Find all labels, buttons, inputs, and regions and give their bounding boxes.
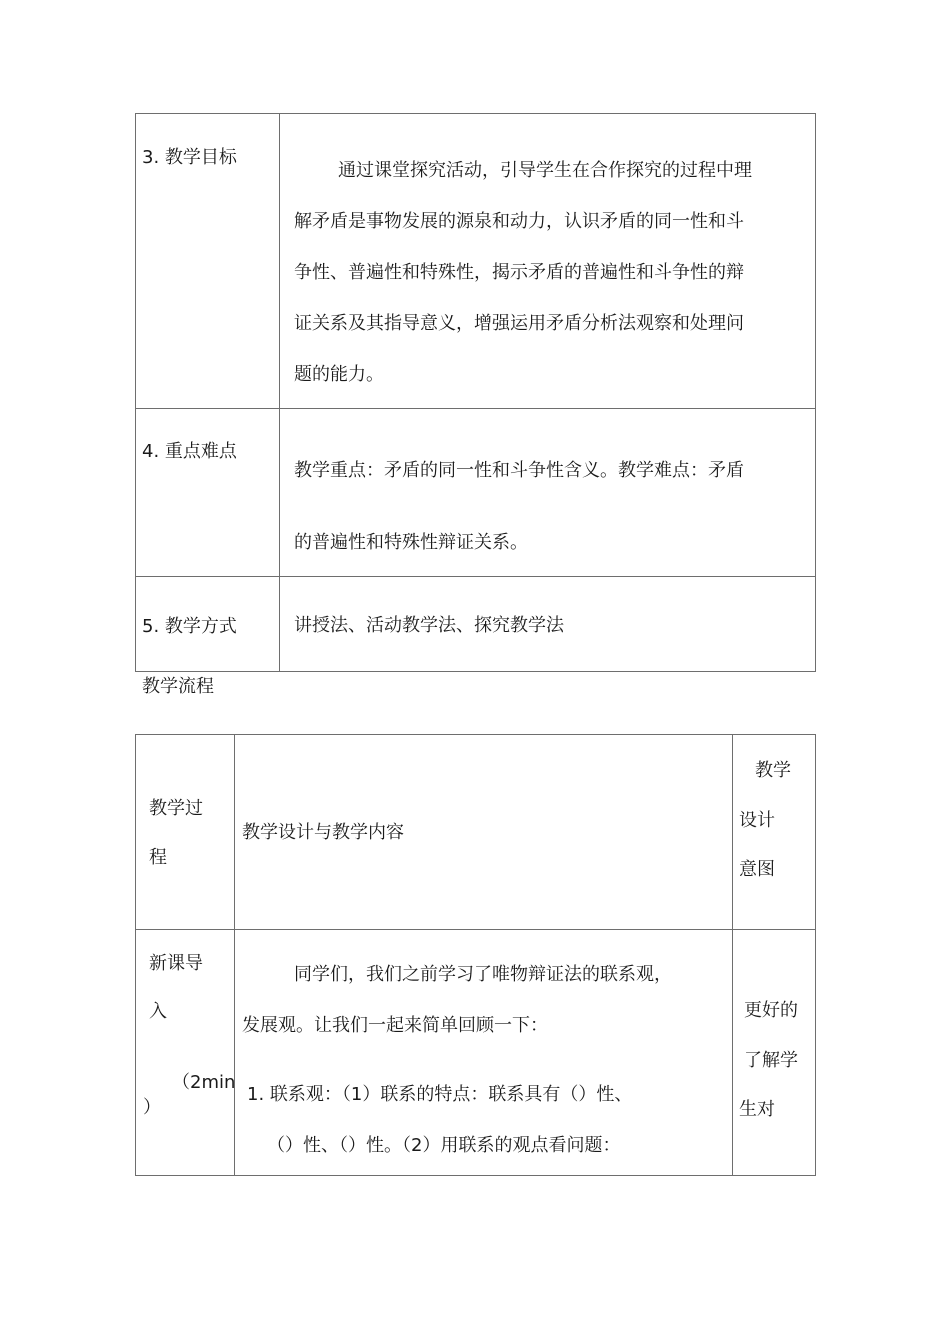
content-line: 的普遍性和特殊性辩证关系。 — [294, 532, 528, 553]
content-line: 发展观。让我们一起来简单回顾一下： — [242, 1015, 548, 1036]
header-process: 程 — [149, 847, 167, 868]
content-line: 证关系及其指导意义，增强运用矛盾分析法观察和处理问 — [294, 313, 744, 334]
content-line: 争性、普遍性和特殊性，揭示矛盾的普遍性和斗争性的辩 — [294, 262, 744, 283]
intent-line: 了解学 — [744, 1050, 798, 1071]
objectives-table-row-divider — [135, 408, 816, 409]
stage-duration: （2min — [172, 1072, 236, 1093]
row-label-teaching-goals: 3. 教学目标 — [142, 147, 237, 168]
content-line: 题的能力。 — [294, 364, 384, 385]
process-table-row-divider — [135, 929, 816, 930]
header-design-intent: 设计 — [739, 810, 775, 831]
process-table-column-divider — [732, 734, 733, 1176]
header-design-intent: 教学 — [755, 760, 791, 781]
stage-duration: ） — [143, 1097, 161, 1118]
header-design-content: 教学设计与教学内容 — [242, 822, 404, 843]
objectives-table-row-divider — [135, 576, 816, 577]
process-table — [135, 734, 816, 1176]
content-line: 讲授法、活动教学法、探究教学法 — [294, 615, 564, 636]
stage-new-lesson-intro: 新课导 — [149, 953, 203, 974]
intent-line: 更好的 — [744, 1000, 798, 1021]
teaching-goals-content — [294, 145, 809, 400]
content-line: 同学们，我们之前学习了唯物辩证法的联系观， — [294, 964, 672, 985]
objectives-table-column-divider — [279, 113, 280, 672]
content-line: 解矛盾是事物发展的源泉和动力，认识矛盾的同一性和斗 — [294, 211, 744, 232]
header-process: 教学过 — [149, 798, 203, 819]
row-label-teaching-methods: 5. 教学方式 — [142, 616, 237, 637]
content-line: 1. 联系观：（1）联系的特点：联系具有（）性、 — [247, 1084, 633, 1105]
content-line: 教学重点：矛盾的同一性和斗争性含义。教学难点：矛盾 — [294, 460, 744, 481]
stage-new-lesson-intro: 入 — [149, 1001, 167, 1022]
header-design-intent: 意图 — [739, 859, 775, 880]
content-line: （）性、（）性。（2）用联系的观点看问题： — [267, 1135, 621, 1156]
intent-line: 生对 — [739, 1099, 775, 1120]
content-line: 通过课堂探究活动，引导学生在合作探究的过程中理 — [338, 160, 752, 181]
section-heading: 教学流程 — [142, 676, 214, 697]
row-label-key-points: 4. 重点难点 — [142, 441, 237, 462]
process-table-column-divider — [234, 734, 235, 1176]
